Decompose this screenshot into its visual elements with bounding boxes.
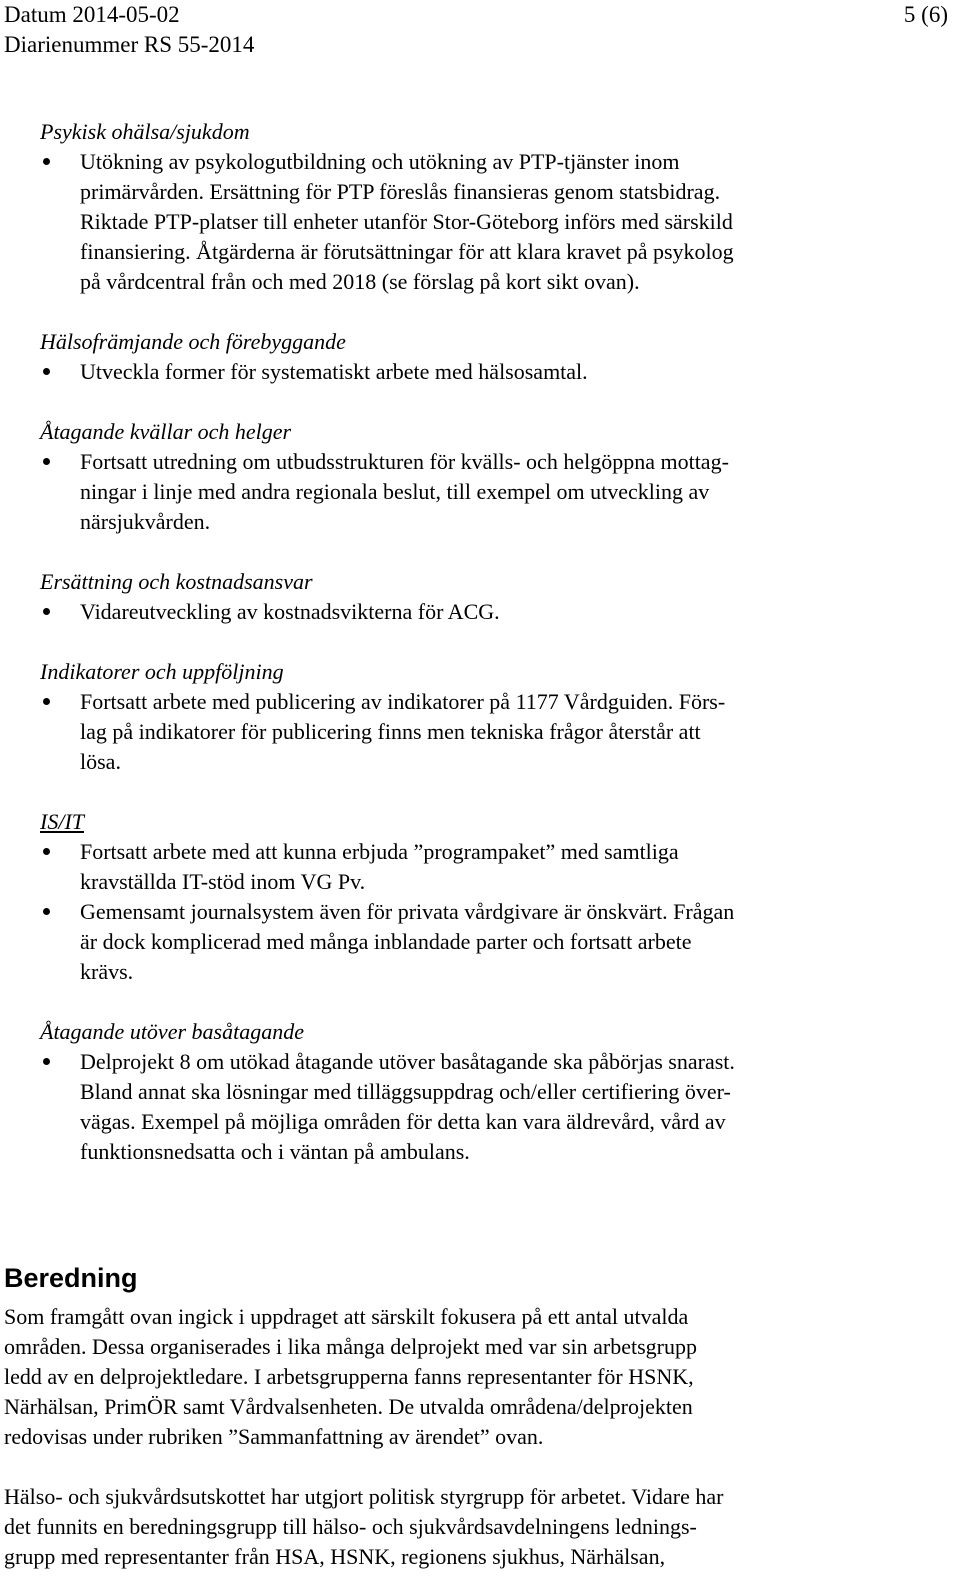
bullet-line: Fortsatt utredning om utbudsstrukturen för kvälls- och helgöppna mottag- xyxy=(80,449,729,474)
bullet-line: Gemensamt journalsystem även för privata vårdgivare är önskvärt. Frågan xyxy=(80,899,735,924)
bullet-line: på vårdcentral från och med 2018 (se förslag på kort sikt ovan). xyxy=(80,269,640,294)
bullet-icon xyxy=(43,158,50,165)
bullet-line: Vidareutveckling av kostnadsvikterna för ACG. xyxy=(80,599,500,624)
bullet-icon xyxy=(43,1058,50,1065)
beredning-paragraph-2 xyxy=(4,1482,904,1572)
section-gap xyxy=(40,387,920,417)
bullet-line: Riktade PTP-platser till enheter utanför Stor-Göteborg införs med särskild xyxy=(80,209,733,234)
bullet-list xyxy=(40,597,920,627)
bullet-list xyxy=(40,687,920,777)
paragraph-line: grupp med representanter från HSA, HSNK, regionens sjukhus, Närhälsan, xyxy=(4,1544,666,1569)
section-gap xyxy=(40,627,920,657)
document-date: Datum 2014-05-02 xyxy=(4,2,180,27)
bullet-line: ningar i linje med andra regionala beslut, till exempel om utveckling av xyxy=(80,479,710,504)
paragraph-line: Som framgått ovan ingick i uppdraget att särskilt fokusera på ett antal utvalda xyxy=(4,1304,689,1329)
bullet-line: Bland annat ska lösningar med tilläggsuppdrag och/eller certifiering över- xyxy=(80,1079,731,1104)
document-header-left xyxy=(4,0,254,60)
bullet-icon xyxy=(43,608,50,615)
page-number: 5 (6) xyxy=(903,2,948,27)
bullet-line: primärvården. Ersättning för PTP föreslås finansieras genom statsbidrag. xyxy=(80,179,721,204)
paragraph-line: det funnits en beredningsgrupp till hälso- och sjukvårdsavdelningens lednings- xyxy=(4,1514,697,1539)
paragraph-line: ledd av en delprojektledare. I arbetsgrupperna fanns representanter för HSNK, xyxy=(4,1364,694,1389)
section-heading: Åtagande kvällar och helger xyxy=(40,419,292,444)
bullet-item xyxy=(40,897,920,987)
section-heading: Hälsofrämjande och förebyggande xyxy=(40,329,346,354)
bullet-line: funktionsnedsatta och i väntan på ambulans. xyxy=(80,1139,470,1164)
bullet-line: Fortsatt arbete med publicering av indikatorer på 1177 Vårdguiden. Förs- xyxy=(80,689,726,714)
bullet-line: Utveckla former för systematiskt arbete med hälsosamtal. xyxy=(80,359,588,384)
section-gap xyxy=(40,297,920,327)
bullet-icon xyxy=(43,368,50,375)
bullet-item xyxy=(40,837,920,897)
bullet-item xyxy=(40,597,920,627)
bullet-icon xyxy=(43,698,50,705)
section-heading: Åtagande utöver basåtagande xyxy=(40,1019,304,1044)
paragraph-line: Hälso- och sjukvårdsutskottet har utgjort politisk styrgrupp för arbetet. Vidare har xyxy=(4,1484,724,1509)
bullet-line: krävs. xyxy=(80,959,134,984)
paragraph-line: områden. Dessa organiserades i lika många delprojekt med var sin arbetsgrupp xyxy=(4,1334,697,1359)
bullet-list xyxy=(40,447,920,537)
bullet-line: Utökning av psykologutbildning och utökning av PTP-tjänster inom xyxy=(80,149,680,174)
bullet-line: är dock komplicerad med många inblandade parter och fortsatt arbete xyxy=(80,929,692,954)
section-heading: IS/IT xyxy=(40,809,84,834)
bullet-line: lösa. xyxy=(80,749,121,774)
bullet-list xyxy=(40,837,920,987)
section-gap xyxy=(40,537,920,567)
bullet-item xyxy=(40,1047,920,1167)
section-heading: Indikatorer och uppföljning xyxy=(40,659,284,684)
bullet-list xyxy=(40,1047,920,1167)
bullet-item xyxy=(40,687,920,777)
paragraph-line: Närhälsan, PrimÖR samt Vårdvalsenheten. De utvalda områdena/delprojekten xyxy=(4,1394,693,1419)
bullet-line: lag på indikatorer för publicering finns men tekniska frågor återstår att xyxy=(80,719,701,744)
bullet-line: närsjukvården. xyxy=(80,509,211,534)
bullet-line: Fortsatt arbete med att kunna erbjuda ”programpaket” med samtliga xyxy=(80,839,679,864)
bullet-line: finansiering. Åtgärderna är förutsättningar för att klara kravet på psykolog xyxy=(80,239,734,264)
bullet-list xyxy=(40,147,920,297)
bullet-line: vägas. Exempel på möjliga områden för detta kan vara äldrevård, vård av xyxy=(80,1109,726,1134)
section-heading: Ersättning och kostnadsansvar xyxy=(40,569,313,594)
bullet-list xyxy=(40,357,920,387)
bullet-item xyxy=(40,357,920,387)
paragraph-line: redovisas under rubriken ”Sammanfattning av ärendet” ovan. xyxy=(4,1424,544,1449)
bullet-icon xyxy=(43,848,50,855)
section-title-beredning: Beredning xyxy=(4,1263,138,1293)
beredning-paragraph-1 xyxy=(4,1302,904,1452)
bullet-line: kravställda IT-stöd inom VG Pv. xyxy=(80,869,366,894)
bullet-item xyxy=(40,447,920,537)
bullet-icon xyxy=(43,458,50,465)
section-gap xyxy=(40,777,920,807)
bullet-item xyxy=(40,147,920,297)
document-body xyxy=(40,117,920,1167)
bullet-icon xyxy=(43,908,50,915)
bullet-line: Delprojekt 8 om utökad åtagande utöver basåtagande ska påbörjas snarast. xyxy=(80,1049,735,1074)
section-gap xyxy=(40,987,920,1017)
document-diary-number: Diarienummer RS 55-2014 xyxy=(4,32,255,57)
section-heading: Psykisk ohälsa/sjukdom xyxy=(40,119,250,144)
